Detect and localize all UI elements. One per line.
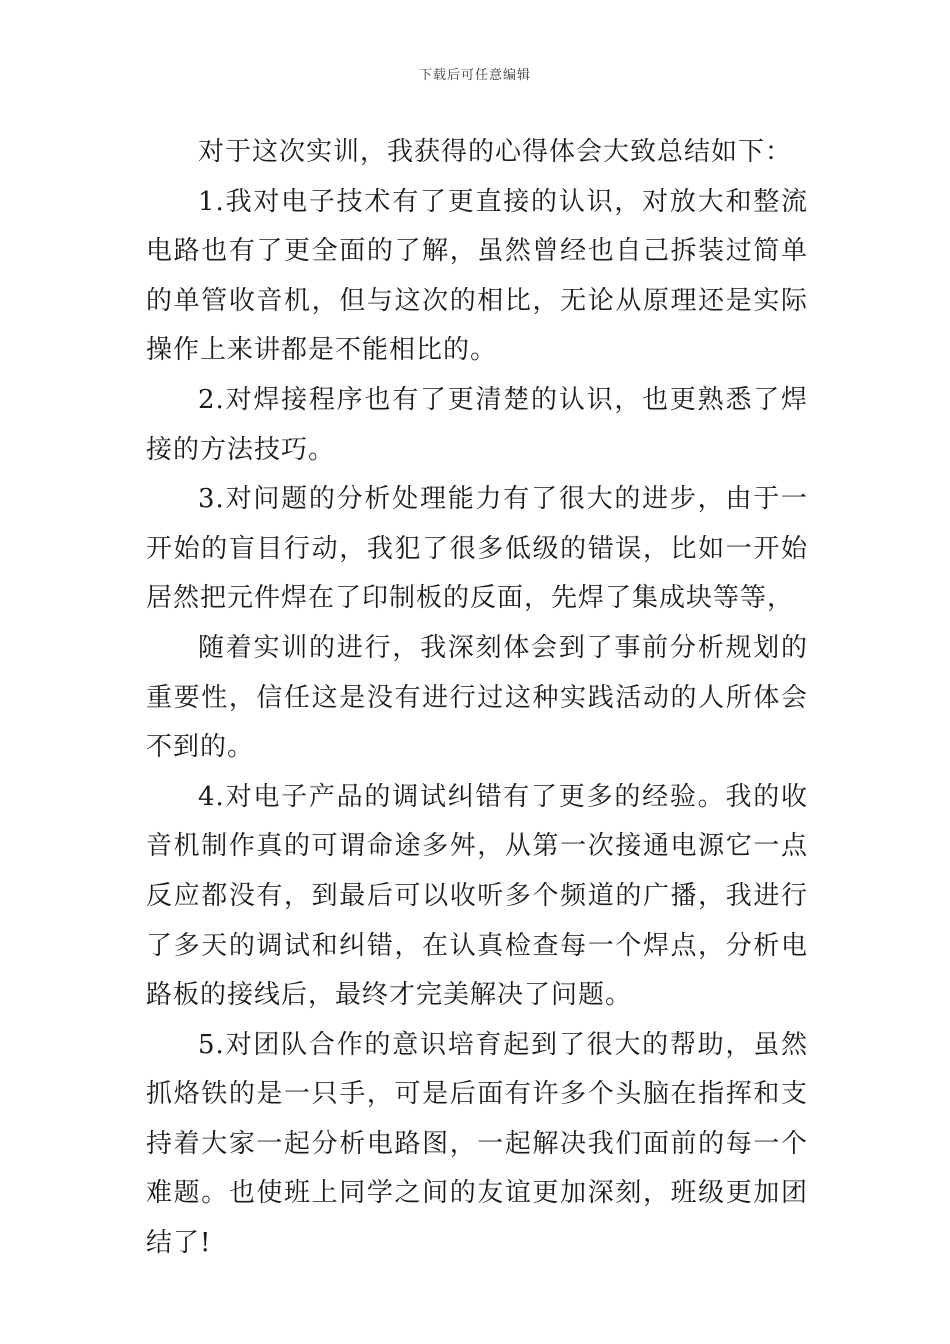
paragraph-intro: 对于这次实训，我获得的心得体会大致总结如下： [198, 137, 793, 167]
paragraph-point-5: 5.对团队合作的意识培育起到了很大的帮助，虽然抓烙铁的是一只手，可是后面有许多个头脑在指挥和支持着大家一起分析电路图，一起解决我们面前的每一个难题。也使班上同学之间的友谊更加深刻，班级更加团结了! [146, 1029, 808, 1259]
paragraph-point-3-continued: 随着实训的进行，我深刻体会到了事前分析规划的重要性，信任这是没有进行过这种实践活动的人所体会不到的。 [146, 632, 808, 763]
paragraph-point-2: 2.对焊接程序也有了更清楚的认识，也更熟悉了焊接的方法技巧。 [146, 384, 808, 465]
document-body [146, 128, 808, 1269]
paragraph-point-1: 1.我对电子技术有了更直接的认识，对放大和整流电路也有了更全面的了解，虽然曾经也自己拆装过简单的单管收音机，但与这次的相比，无论从原理还是实际操作上来讲都是不能相比的。 [146, 186, 808, 366]
paragraph-point-4: 4.对电子产品的调试纠错有了更多的经验。我的收音机制作真的可谓命途多舛，从第一次接通电源它一点反应都没有，到最后可以收听多个频道的广播，我进行了多天的调试和纠错，在认真检查每一个焊点，分析电路板的接线后，最终才完美解决了问题。 [146, 781, 808, 1011]
paragraph-point-3: 3.对问题的分析处理能力有了很大的进步，由于一开始的盲目行动，我犯了很多低级的错误，比如一开始居然把元件焊在了印制板的反面，先焊了集成块等等， [146, 484, 808, 614]
page-header: 下载后可任意编辑 [418, 68, 531, 83]
